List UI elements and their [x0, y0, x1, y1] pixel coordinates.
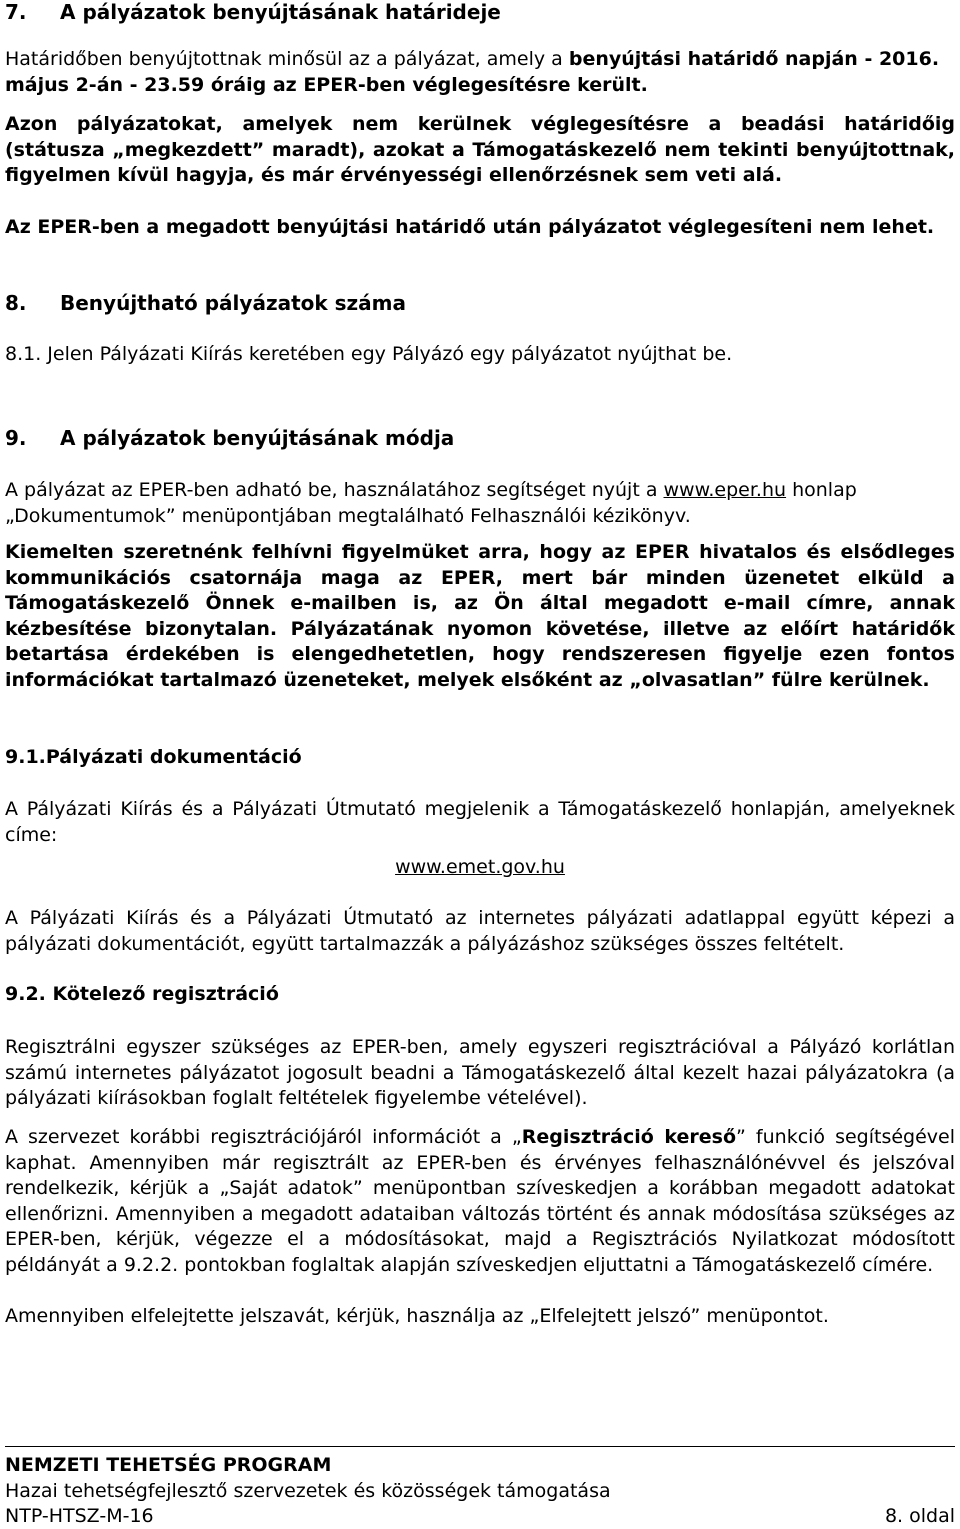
- deadline-text: Határidőben benyújtottnak minősül az a pályázat, amely a: [5, 48, 569, 70]
- registration-search-text-end: ” funkció segítségével kaphat. Amennyiben már regisztrált az EPER-ben és érvényes felhasználónévvel és jelszóval rendelkezik, kérjük a „Saját adatok” menüpontban szíveskedjen a korábban megadott adatokat ellenőrizni. Amennyiben a megadott adataiban változás történt és annak módosítása szükséges az EPER-ben, kérjük, végezze el a módosításokat, majd a Regisztrációs Nyilatkozat módosított példányát a 9.2.2. pontokban foglaltak alapján szíveskedjen eljuttatni a Támogatáskezelő címére.: [5, 1126, 955, 1276]
- documentation-paragraph: A Pályázati Kiírás és a Pályázati Útmutató megjelenik a Támogatáskezelő honlapján, amelyeknek címe:: [5, 798, 955, 846]
- footer-bottom-line: [5, 1504, 955, 1529]
- registration-search-text: A szervezet korábbi regisztrációjáról információt a „: [5, 1126, 522, 1148]
- section-title: Benyújtható pályázatok száma: [60, 291, 407, 315]
- method-text-end: honlap „Dokumentumok” menüpontjában megtalálható Felhasználói kézikönyv.: [5, 479, 857, 527]
- section-8-heading: [5, 291, 955, 317]
- section-9-1-heading: 9.1.Pályázati dokumentáció: [5, 746, 302, 768]
- footer-page-number: 8. oldal: [884, 1505, 955, 1527]
- password-paragraph: Amennyiben elfelejtette jelszavát, kérjük, használja az „Elfelejtett jelszó” menüpontot.: [5, 1305, 829, 1327]
- finalization-paragraph: Azon pályázatokat, amelyek nem kerülnek véglegesítésre a beadási határidőig (státusza „megkezdett” maradt), azokat a Támogatáskezelő nem tekinti benyújtottnak, figyelmen kívül hagyja, és már érvényességi ellenőrzésnek sem veti alá.: [5, 113, 955, 186]
- section-9-heading: [5, 426, 955, 452]
- deadline-bold-text: benyújtási határidő napján - 2016. május 2-án - 23.59 óráig az EPER-ben véglegesítésre került.: [5, 48, 940, 96]
- registration-paragraph: Regisztrálni egyszer szükséges az EPER-ben, amely egyszeri regisztrációval a Pályázó korlátlan számú internetes pályázatot jogosult beadni a Támogatáskezelő által kezelt hazai pályázatokra (a pályázati kiírásokban foglalt feltételek figyelembe vételével).: [5, 1036, 955, 1109]
- section-title: A pályázatok benyújtásának módja: [60, 426, 455, 450]
- emphasis-text-1: Kiemelten szeretnénk felhívni figyelmüket arra, hogy az EPER hivatalos és elsődleges kommunikációs csatornája maga az EPER, mert bár minden üzenetet elküld a Támogatáskezelő Önnek e-mailben is, az Ön által megadott e-mail címre, annak kézbesítése bizonytalan.: [5, 541, 955, 640]
- footer-program: NEMZETI TEHETSÉG PROGRAM: [5, 1454, 332, 1476]
- footer-code: NTP-HTSZ-M-16: [5, 1505, 154, 1527]
- submission-count-paragraph: 8.1. Jelen Pályázati Kiírás keretében egy Pályázó egy pályázatot nyújthat be.: [5, 343, 733, 365]
- emphasis-text-2: Pályázatának nyomon követése, illetve az előírt határidők betartása érdekében is elengedhetetlen, hogy rendszeresen figyelje ezen fontos információkat tartalmazó üzeneteket, melyek elsőként az „olvasatlan” fülre kerülnek.: [5, 617, 955, 691]
- footer-divider: [5, 1446, 955, 1447]
- deadline-paragraph: [5, 47, 955, 98]
- eper-link[interactable]: www.eper.hu: [663, 479, 787, 501]
- emet-link[interactable]: www.emet.gov.hu: [395, 856, 565, 878]
- registration-search-bold: Regisztráció kereső: [521, 1126, 737, 1148]
- section-9-2-heading: 9.2. Kötelező regisztráció: [5, 983, 279, 1005]
- section-7-heading: [5, 0, 955, 26]
- emphasis-paragraph: [5, 540, 955, 693]
- method-text: A pályázat az EPER-ben adható be, használatához segítséget nyújt a: [5, 479, 664, 501]
- submission-method-paragraph: [5, 478, 955, 529]
- registration-search-paragraph: [5, 1125, 955, 1278]
- section-number: 9.: [5, 426, 27, 450]
- section-title: A pályázatok benyújtásának határideje: [60, 0, 501, 24]
- no-finalization-paragraph: Az EPER-ben a megadott benyújtási határidő után pályázatot véglegesíteni nem lehet.: [5, 216, 935, 238]
- footer-subtitle: Hazai tehetségfejlesztő szervezetek és közösségek támogatása: [5, 1480, 611, 1502]
- emet-link-line: [5, 855, 955, 881]
- documentation-paragraph-2: A Pályázati Kiírás és a Pályázati Útmutató az internetes pályázati adatlappal együtt képezi a pályázati dokumentációt, együtt tartalmazzák a pályázáshoz szükséges összes feltételt.: [5, 907, 955, 955]
- section-number: 8.: [5, 291, 27, 315]
- section-number: 7.: [5, 0, 27, 24]
